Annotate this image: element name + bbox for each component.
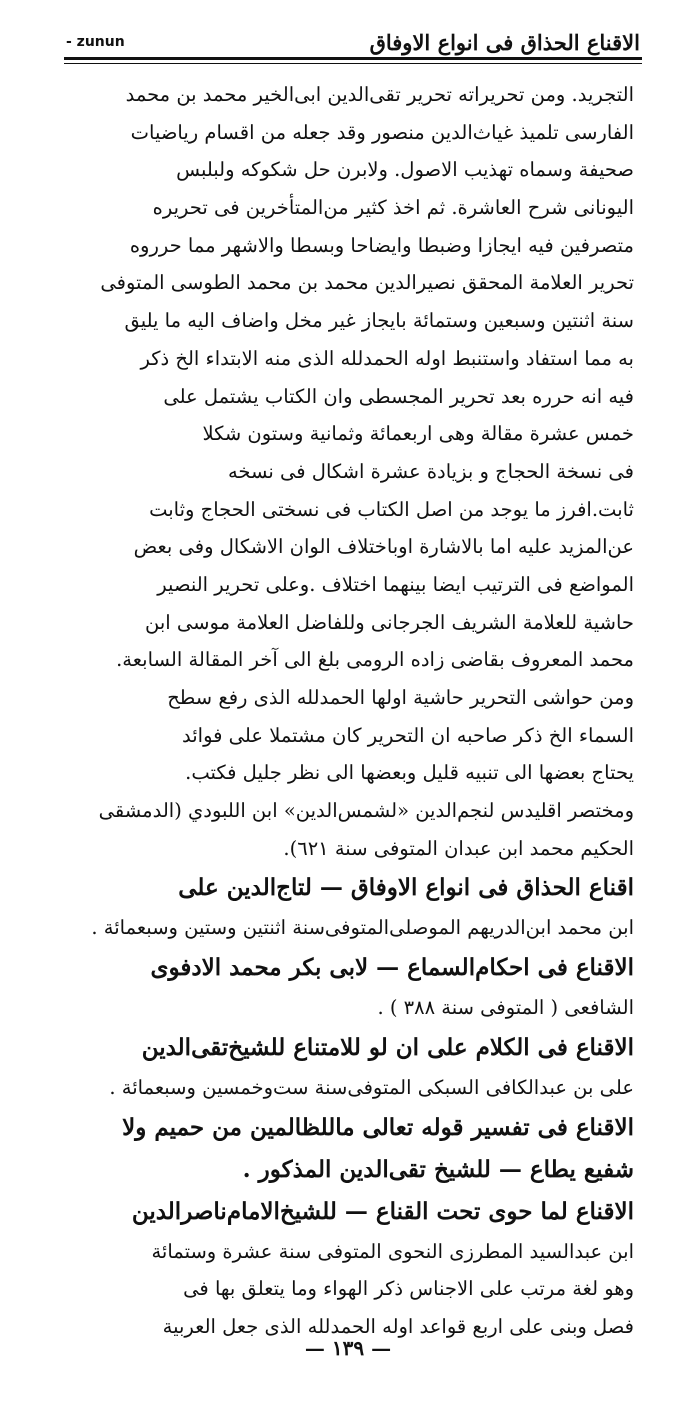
text-line: ابن عبدالسيد المطرزى النحوى المتوفى سنة عشرة وستمائة (151, 1239, 634, 1263)
text-line: صحيفة وسماه تهذيب الاصول. ولابرن حل شكوكه ولبلبس (176, 158, 634, 182)
text-line: فصل وبنى على اربع قواعد اوله الحمدلله الذى جعل العربية (162, 1314, 634, 1338)
text-line: به مما استفاد واستنبط اوله الحمدلله الذى منه الابتداء الخ ذكر (140, 346, 634, 370)
running-title: الاقناع الحذاق فى انواع الاوفاق (369, 30, 640, 55)
running-left-mark: - zunun (66, 34, 125, 50)
text-line: متصرفين فيه ايجازا وضبطا وايضاحا وبسطا والاشهر مما حرروه (129, 233, 634, 257)
text-line: فيه انه حرره بعد تحرير المجسطى وان الكتاب يشتمل على (163, 384, 634, 408)
entry-heading-line: الاقناع فى تفسير قوله تعالى ماللظالمين من حميم ولا (122, 1113, 634, 1141)
text-line: ثابت.افرز ما يوجد من اصل الكتاب فى نسختى الحجاج وثابت (149, 497, 634, 521)
text-line: فى نسخة الحجاج و بزيادة عشرة اشكال فى نسخه (227, 459, 634, 483)
text-line: تحرير العلامة المحقق نصيرالدين محمد بن محمد الطوسى المتوفى (100, 271, 634, 295)
text-line: خمس عشرة مقالة وهى اربعمائة وثمانية وستون شكلا (202, 422, 634, 446)
text-line: ومن حواشى التحرير حاشية اولها الحمدلله الذى رفع سطح (167, 686, 634, 709)
page-number: — ١٣٩ — (304, 1336, 392, 1360)
text-line: الحكيم محمد ابن عبدان المتوفى سنة ٦٢١). (283, 836, 634, 860)
text-line: الفارسى تلميذ غياث‌الدين منصور وقد جعله من اقسام رياضيات (130, 120, 634, 144)
text-line: يحتاج بعضها الى تنبيه قليل وبعضها الى نظر جليل فكتب. (185, 761, 634, 785)
text-line: ومختصر اقليدس لنجم‌الدين «لشمس‌الدين» ابن اللبودي (الدمشقى (98, 799, 634, 823)
text-line: عن‌المزيد عليه اما بالاشارة اوباختلاف الوان الاشكال وفى بعض (133, 535, 634, 559)
text-line: سنة اثنتين وسبعين وستمائة بايجاز غير مخل واضاف اليه ما يليق (124, 309, 634, 333)
text-line: السماء الخ ذكر صاحبه ان التحرير كان مشتملا على فوائد (181, 723, 634, 747)
text-line: وهو لغة مرتب على الاجناس ذكر الهواء وما يتعلق بها فى (183, 1277, 634, 1301)
text-line: حاشية للعلامة الشريف الجرجانى وللفاضل العلامة موسى ابن (145, 610, 634, 634)
entry-heading-line: الاقناع فى الكلام على ان لو للامتناع للشيخ‌تقى‌الدين (141, 1033, 634, 1061)
text-line: المواضع فى الترتيب ايضا بينهما اختلاف .وعلى تحرير النصير (157, 572, 634, 596)
text-line: ابن محمد ابن‌الدريهم الموصلى‌المتوفى‌سنة اثنتين وستين وسبعمائة . (91, 916, 634, 940)
entry-heading-line: اقناع الحذاق فى انواع الاوفاق — لتاج‌الدين على (178, 874, 634, 902)
header-rule-thick (64, 57, 642, 60)
header-rule-thin (64, 63, 642, 64)
text-line: اليونانى شرح العاشرة. ثم اخذ كثير من‌المتأخرين فى تحريره (152, 196, 634, 220)
text-line: محمد المعروف بقاضى زاده الرومى بلغ الى آخر المقالة السابعة. (116, 648, 634, 672)
text-line: التجريد. ومن تحريراته تحرير تقى‌الدين ابى‌الخير محمد بن محمد (125, 83, 634, 106)
entry-heading-line: الاقناع فى احكام‌السماع — لابى بكر محمد الادفوى (150, 954, 634, 982)
entry-heading-line: شفيع يطاع — للشيخ تقى‌الدين المذكور . (242, 1155, 634, 1183)
text-line: على بن عبدالكافى السبكى المتوفى‌سنة ست‌وخمسين وسبعمائة . (109, 1075, 634, 1099)
body-text (78, 76, 634, 1346)
text-line: الشافعى ( المتوفى سنة ٣٨٨ ) . (377, 996, 634, 1020)
entry-heading-line: الاقناع لما حوى تحت القناع — للشيخ‌الامام‌ناصر‌الدين (131, 1197, 634, 1225)
